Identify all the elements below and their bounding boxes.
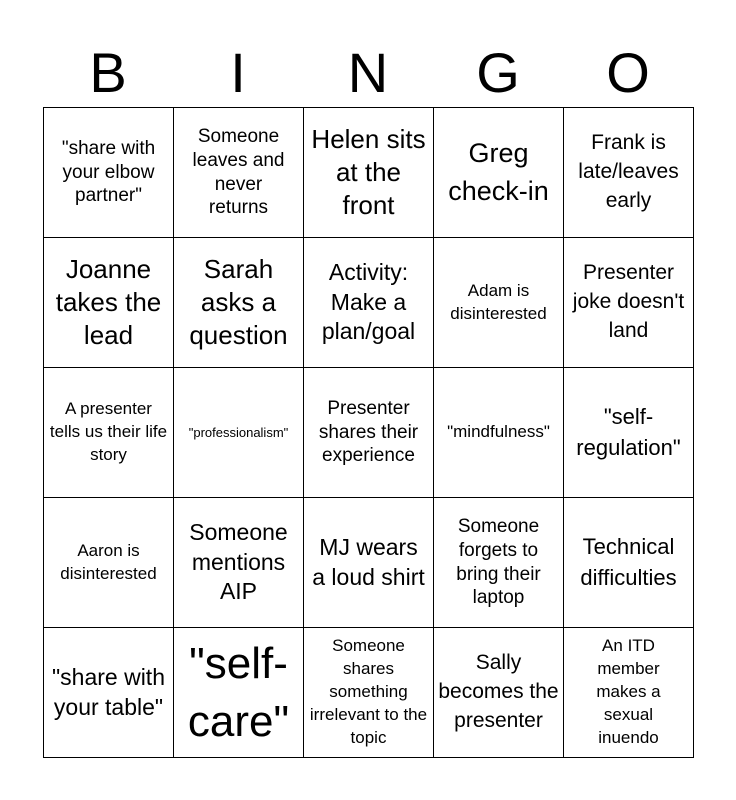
bingo-cell[interactable]: Greg check-in [434,108,564,238]
bingo-cell[interactable]: Helen sits at the front [304,108,434,238]
bingo-cell[interactable]: Activity: Make a plan/goal [304,238,434,368]
bingo-cell[interactable]: Sarah asks a question [174,238,304,368]
bingo-cell[interactable]: Someone shares something irrelevant to the topic [304,628,434,758]
bingo-cell[interactable]: "share with your elbow partner" [44,108,174,238]
bingo-cell[interactable]: Someone forgets to bring their laptop [434,498,564,628]
bingo-cell[interactable]: Someone mentions AIP [174,498,304,628]
header-letter-b: B [89,41,127,104]
bingo-cell[interactable]: Sally becomes the presenter [434,628,564,758]
header-letter-o: O [606,41,650,104]
header-letter-n: N [347,41,389,104]
bingo-cell[interactable]: MJ wears a loud shirt [304,498,434,628]
bingo-cell[interactable]: Presenter joke doesn't land [564,238,694,368]
bingo-cell[interactable]: "share with your table" [44,628,174,758]
bingo-cell[interactable]: A presenter tells us their life story [44,368,174,498]
bingo-cell[interactable]: Adam is disinterested [434,238,564,368]
bingo-cell[interactable]: Technical difficulties [564,498,694,628]
bingo-header [43,40,693,106]
bingo-cell[interactable]: Someone leaves and never returns [174,108,304,238]
header-letter-i: I [230,41,246,104]
bingo-cell[interactable]: Presenter shares their experience [304,368,434,498]
bingo-board [43,107,694,758]
header-letter-g: G [476,41,520,104]
bingo-cell[interactable]: Aaron is disinterested [44,498,174,628]
bingo-cell[interactable]: "professionalism" [174,368,304,498]
bingo-cell[interactable]: "self-care" [174,628,304,758]
bingo-cell[interactable]: Frank is late/leaves early [564,108,694,238]
bingo-cell[interactable]: "mindfulness" [434,368,564,498]
bingo-cell[interactable]: "self-regulation" [564,368,694,498]
bingo-cell[interactable]: An ITD member makes a sexual inuendo [564,628,694,758]
bingo-cell[interactable]: Joanne takes the lead [44,238,174,368]
